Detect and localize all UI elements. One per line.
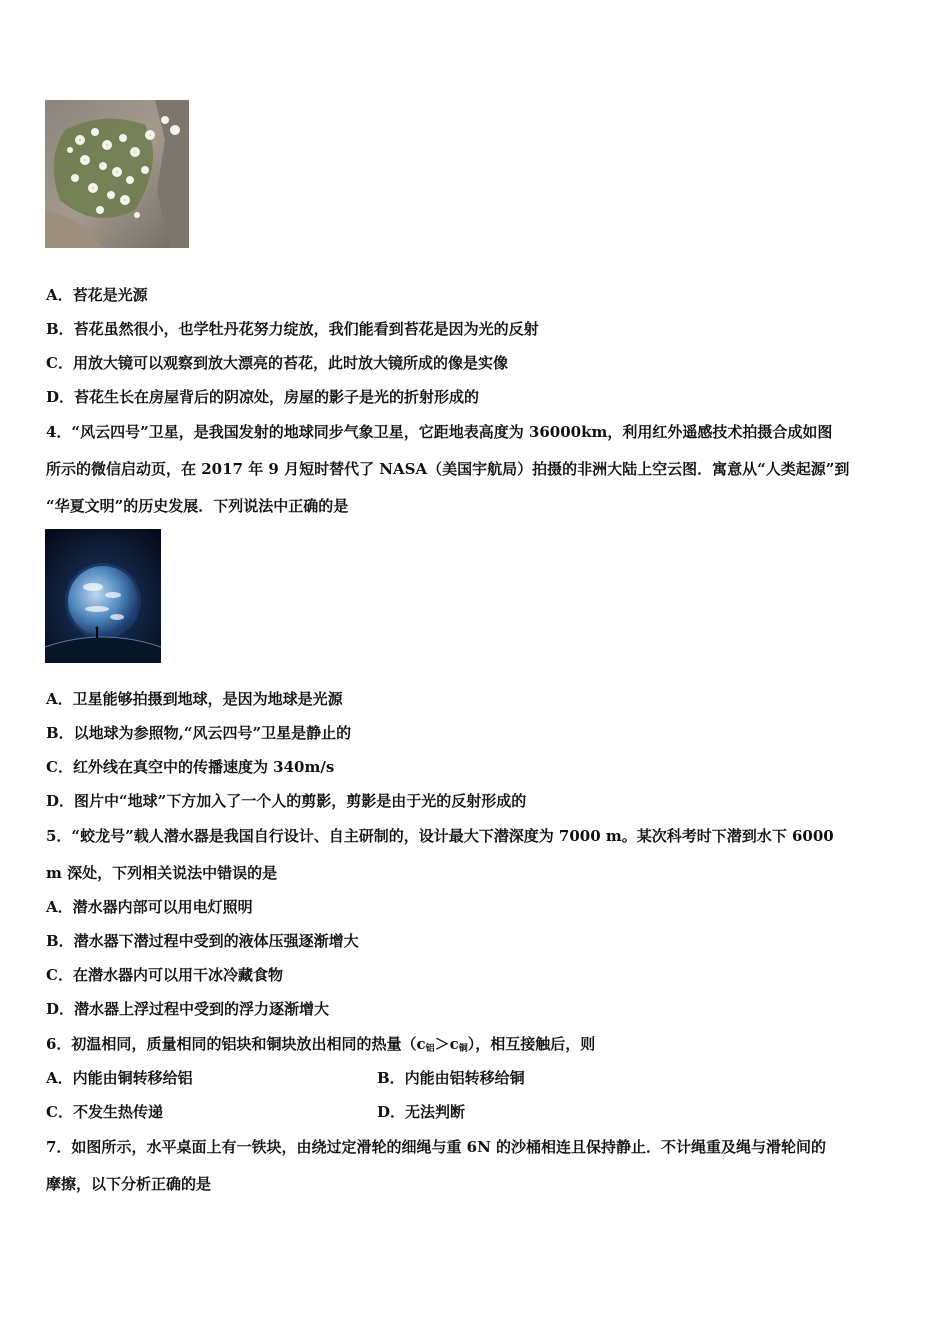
q4-option-b: B．以地球为参照物,“风云四号”卫星是静止的 <box>46 724 352 742</box>
q4-option-d: D．图片中“地球”下方加入了一个人的剪影，剪影是由于光的反射形成的 <box>46 792 527 810</box>
q4-option-c: C．红外线在真空中的传播速度为 340m/s <box>46 758 335 776</box>
q6-sub-aluminum: 铝 <box>425 1044 435 1054</box>
q6-option-c: C．不发生热传递 <box>46 1103 163 1121</box>
q4-option-a: A．卫星能够拍摄到地球，是因为地球是光源 <box>46 690 343 708</box>
moss-flower-photo <box>45 100 189 248</box>
q6-sub-copper: 铜 <box>458 1044 468 1054</box>
q7-stem-line2: 摩擦，以下分析正确的是 <box>46 1175 212 1193</box>
q5-option-a: A．潜水器内部可以用电灯照明 <box>46 898 253 916</box>
q6-option-b: B．内能由铝转移给铜 <box>377 1069 525 1087</box>
earth-photo <box>45 529 161 663</box>
q6-stem-post: ），相互接触后，则 <box>467 1035 596 1053</box>
q4-stem-line3: “华夏文明”的历史发展．下列说法中正确的是 <box>46 497 349 515</box>
q5-option-d: D．潜水器上浮过程中受到的浮力逐渐增大 <box>46 1000 330 1018</box>
q3-option-b: B．苔花虽然很小，也学牡丹花努力绽放，我们能看到苔花是因为光的反射 <box>46 320 539 338</box>
q4-stem-line2: 所示的微信启动页，在 2017 年 9 月短时替代了 NASA（美国宇航局）拍摄的非洲大陆上空云图．寓意从“人类起源”到 <box>46 460 850 478</box>
q6-stem-pre: 6．初温相同，质量相同的铝块和铜块放出相同的热量（c <box>46 1035 426 1053</box>
q3-option-d: D．苔花生长在房屋背后的阴凉处，房屋的影子是光的折射形成的 <box>46 388 480 406</box>
q4-stem-line1: 4．“风云四号”卫星，是我国发射的地球同步气象卫星，它距地表高度为 36000km，利用红外遥感技术拍摄合成如图 <box>46 423 833 441</box>
q6-stem-mid: ＞c <box>434 1035 459 1053</box>
q6-option-d: D．无法判断 <box>377 1103 466 1121</box>
q5-stem-line2: m 深处，下列相关说法中错误的是 <box>46 864 278 882</box>
q5-stem-line1: 5．“蛟龙号”载人潜水器是我国自行设计、自主研制的，设计最大下潜深度为 7000 m。某次科考时下潜到水下 6000 <box>46 827 834 845</box>
q6-stem <box>46 1034 595 1059</box>
q5-option-c: C．在潜水器内可以用干冰冷藏食物 <box>46 966 283 984</box>
q6-option-a: A．内能由铜转移给铝 <box>46 1069 193 1087</box>
q3-option-c: C．用放大镜可以观察到放大漂亮的苔花，此时放大镜所成的像是实像 <box>46 354 508 372</box>
q5-option-b: B．潜水器下潜过程中受到的液体压强逐渐增大 <box>46 932 359 950</box>
q3-option-a: A．苔花是光源 <box>46 286 148 304</box>
q7-stem-line1: 7．如图所示，水平桌面上有一铁块，由绕过定滑轮的细绳与重 6N 的沙桶相连且保持静止．不计绳重及绳与滑轮间的 <box>46 1138 827 1156</box>
